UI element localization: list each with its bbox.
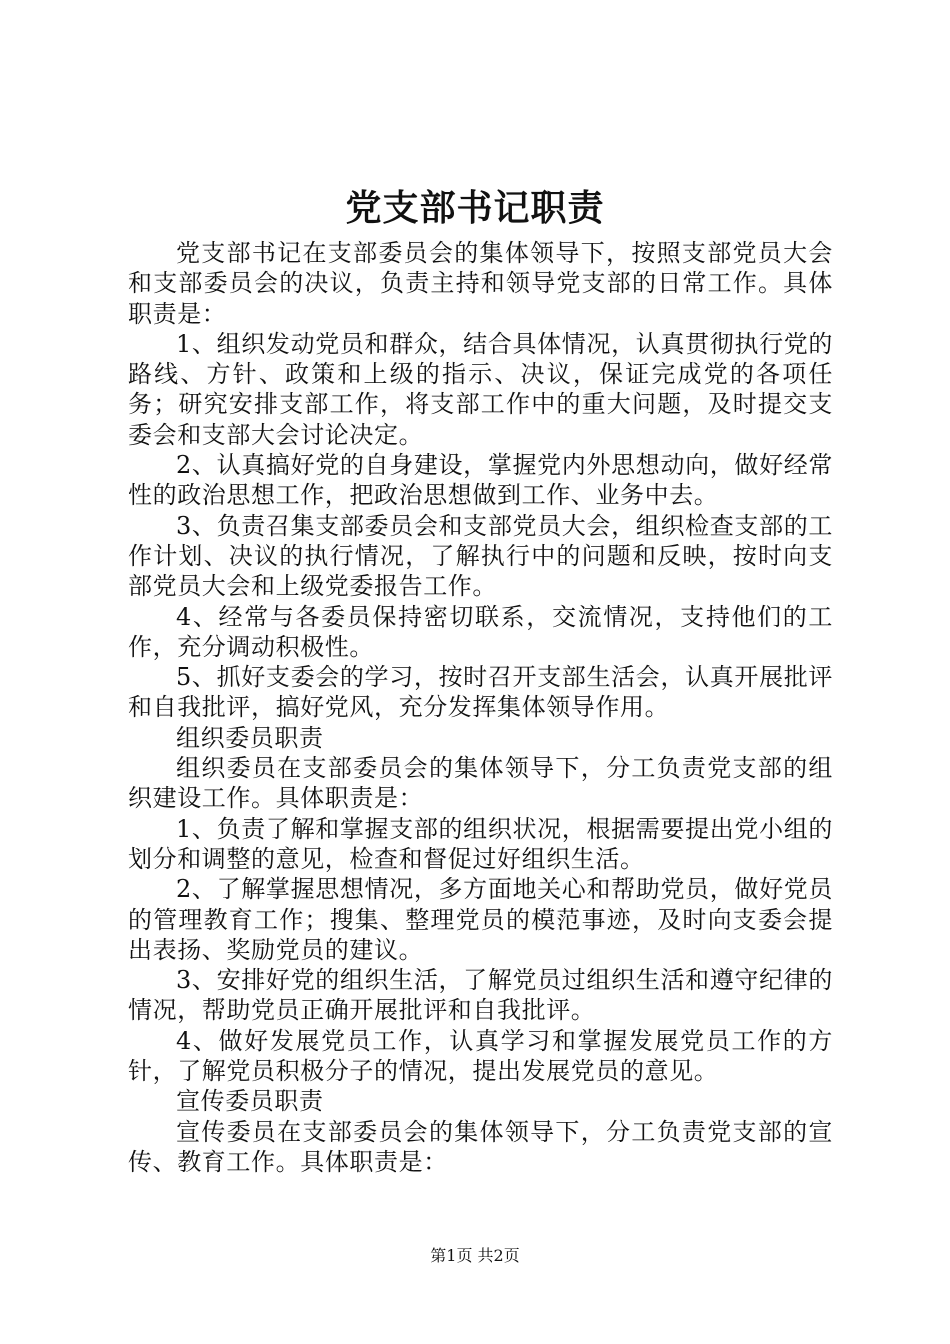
publicity-section-heading: 宣传委员职责: [176, 1087, 324, 1116]
secretary-duty-1: 1、组织发动党员和群众，结合具体情况，认真贯彻执行党的路线、方针、政策和上级的指示、决议，保证完成党的各项任务；研究安排支部工作，将支部工作中的重大问题，及时提交支委会和支部大会讨论决定。: [128, 329, 833, 449]
intro-paragraph: 党支部书记在支部委员会的集体领导下，按照支部党员大会和支部委员会的决议，负责主持和领导党支部的日常工作。具体职责是：: [128, 239, 833, 328]
secretary-duty-5: 5、抓好支委会的学习，按时召开支部生活会，认真开展批评和自我批评，搞好党风，充分发挥集体领导作用。: [128, 663, 833, 722]
document-title: 党支部书记职责: [345, 187, 605, 229]
secretary-duty-2: 2、认真搞好党的自身建设，掌握党内外思想动向，做好经常性的政治思想工作，把政治思想做到工作、业务中去。: [128, 451, 833, 510]
organization-duty-4: 4、做好发展党员工作，认真学习和掌握发展党员工作的方针，了解党员积极分子的情况，提出发展党员的意见。: [128, 1026, 833, 1086]
document-body: [128, 238, 833, 1177]
publicity-intro: 宣传委员在支部委员会的集体领导下，分工负责党支部的宣传、教育工作。具体职责是：: [128, 1117, 833, 1176]
page-footer: 第1页 共2页: [430, 1246, 520, 1265]
secretary-duty-3: 3、负责召集支部委员会和支部党员大会，组织检查支部的工作计划、决议的执行情况，了解执行中的问题和反映，按时向支部党员大会和上级党委报告工作。: [128, 511, 833, 601]
organization-section-heading: 组织委员职责: [176, 723, 324, 752]
organization-duty-2: 2、了解掌握思想情况，多方面地关心和帮助党员，做好党员的管理教育工作；搜集、整理党员的模范事迹，及时向支委会提出表扬、奖励党员的建议。: [128, 875, 833, 964]
organization-duty-1: 1、负责了解和掌握支部的组织状况，根据需要提出党小组的划分和调整的意见，检查和督促过好组织生活。: [128, 814, 833, 873]
organization-intro: 组织委员在支部委员会的集体领导下，分工负责党支部的组织建设工作。具体职责是：: [128, 754, 833, 813]
organization-duty-3: 3、安排好党的组织生活，了解党员过组织生活和遵守纪律的情况，帮助党员正确开展批评和自我批评。: [128, 966, 833, 1025]
secretary-duty-4: 4、经常与各委员保持密切联系，交流情况，支持他们的工作，充分调动积极性。: [128, 602, 833, 661]
